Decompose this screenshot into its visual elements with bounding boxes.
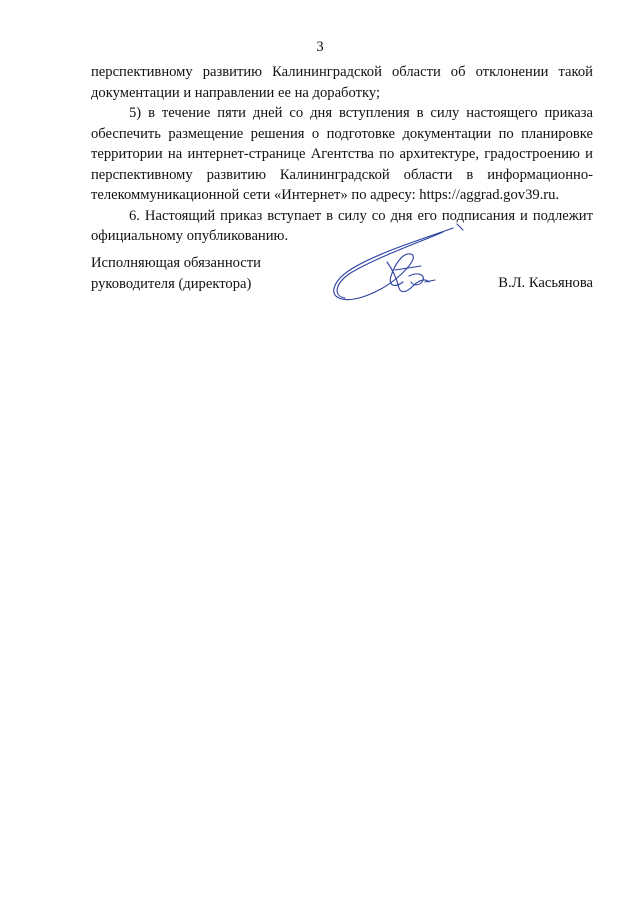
paragraph-item-5: 5) в течение пяти дней со дня вступления в силу настоящего приказа обеспечить размещение решения о подготовке документации по планировке территории на интернет-странице Агентства по архитектуре, градостроению и перспективному развитию Калининградской области в информационно-телекоммуникационной сети «Интернет» по адресу: https://aggrad.gov39.ru. <box>91 105 593 203</box>
signatory-position-line2: руководителя (директора) <box>91 275 252 292</box>
signatory-name: В.Л. Касьянова <box>498 275 593 291</box>
handwritten-signature <box>325 222 465 310</box>
signatory-position <box>91 253 261 294</box>
paragraph-continuation: перспективному развитию Калининградской области об отклонении такой документации и направлении ее на доработку; <box>91 64 593 101</box>
page-number: 3 <box>316 39 324 55</box>
signatory-position-line1: Исполняющая обязанности <box>91 255 261 271</box>
paragraph-item-6: 6. Настоящий приказ вступает в силу со дня его подписания и подлежит официальному опубликованию. <box>91 207 593 244</box>
document-body <box>91 62 593 247</box>
